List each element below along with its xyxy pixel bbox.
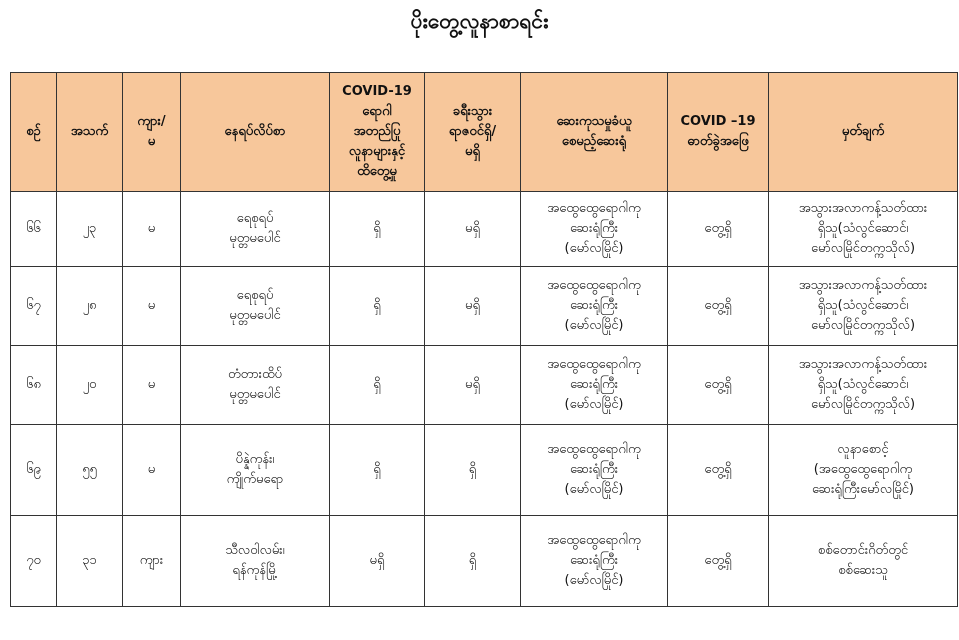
cell-result: တွေ့ရှိ (668, 425, 769, 516)
cell-remark: စစ်တောင်းဂိတ်တွင် စစ်ဆေးသူ (769, 516, 958, 607)
cell-serial: ၇၀ (11, 516, 57, 607)
cell-age: ၅၅ (57, 425, 123, 516)
cell-age: ၂၃ (57, 192, 123, 267)
cell-remark: အသွားအလာကန့်သတ်ထား ရှိသူ(သံလွင်ဆောင်၊ မော်လမြိုင်တက္ကသိုလ်) (769, 346, 958, 425)
cell-hospital: အထွေထွေရောဂါကု ဆေးရုံကြီး (မော်လမြိုင်) (521, 192, 668, 267)
cell-age: ၂၈ (57, 267, 123, 346)
table-row (11, 516, 958, 607)
cell-result: တွေ့ရှိ (668, 267, 769, 346)
cell-hospital: အထွေထွေရောဂါကု ဆေးရုံကြီး (မော်လမြိုင်) (521, 516, 668, 607)
cell-result: တွေ့ရှိ (668, 192, 769, 267)
patient-table (10, 72, 958, 607)
header-contact: COVID-19 ရောဂါ အတည်ပြု လူနာများနှင့် ထိတွေ့မှု (330, 73, 425, 192)
cell-travel: မရှိ (425, 346, 521, 425)
cell-hospital: အထွေထွေရောဂါကု ဆေးရုံကြီး (မော်လမြိုင်) (521, 425, 668, 516)
cell-address: ပိန္နဲကုန်း၊ ကျိုက်မရော (181, 425, 330, 516)
cell-sex: မ (123, 192, 181, 267)
cell-serial: ၆၇ (11, 267, 57, 346)
page-title: ပိုးတွေ့လူနာစာရင်း (410, 9, 549, 33)
table-row (11, 346, 958, 425)
header-sex: ကျား/ မ (123, 73, 181, 192)
cell-serial: ၆၆ (11, 192, 57, 267)
cell-hospital: အထွေထွေရောဂါကု ဆေးရုံကြီး (မော်လမြိုင်) (521, 267, 668, 346)
cell-remark: အသွားအလာကန့်သတ်ထား ရှိသူ(သံလွင်ဆောင်၊ မော်လမြိုင်တက္ကသိုလ်) (769, 267, 958, 346)
header-serial: စဉ် (11, 73, 57, 192)
cell-sex: မ (123, 346, 181, 425)
cell-contact: ရှိ (330, 192, 425, 267)
cell-sex: ကျား (123, 516, 181, 607)
cell-contact: ရှိ (330, 425, 425, 516)
cell-travel: ရှိ (425, 425, 521, 516)
cell-contact: မရှိ (330, 516, 425, 607)
cell-address: သီလဝါလမ်း၊ ရန်ကုန်မြို့ (181, 516, 330, 607)
header-travel: ခရီးသွား ရာဇဝင်ရှိ/ မရှိ (425, 73, 521, 192)
cell-sex: မ (123, 267, 181, 346)
cell-age: ၃၁ (57, 516, 123, 607)
header-address: နေရပ်လိပ်စာ (181, 73, 330, 192)
cell-travel: မရှိ (425, 192, 521, 267)
cell-result: တွေ့ရှိ (668, 346, 769, 425)
cell-address: ရေစုရပ် မုတ္တမပေါင် (181, 192, 330, 267)
header-result: COVID –19 ဓာတ်ခွဲအဖြေ (668, 73, 769, 192)
table-row (11, 267, 958, 346)
cell-serial: ၆၈ (11, 346, 57, 425)
cell-result: တွေ့ရှိ (668, 516, 769, 607)
cell-contact: ရှိ (330, 346, 425, 425)
cell-travel: ရှိ (425, 516, 521, 607)
cell-serial: ၆၉ (11, 425, 57, 516)
cell-hospital: အထွေထွေရောဂါကု ဆေးရုံကြီး (မော်လမြိုင်) (521, 346, 668, 425)
table-row (11, 192, 958, 267)
cell-age: ၂၀ (57, 346, 123, 425)
cell-remark: အသွားအလာကန့်သတ်ထား ရှိသူ(သံလွင်ဆောင်၊ မော်လမြိုင်တက္ကသိုလ်) (769, 192, 958, 267)
cell-contact: ရှိ (330, 267, 425, 346)
cell-travel: မရှိ (425, 267, 521, 346)
header-remark: မှတ်ချက် (769, 73, 958, 192)
cell-remark: လူနာစောင့် (အထွေထွေရောဂါကု ဆေးရုံကြီးမော်လမြိုင်) (769, 425, 958, 516)
cell-sex: မ (123, 425, 181, 516)
header-age: အသက် (57, 73, 123, 192)
table-row (11, 425, 958, 516)
header-hospital: ဆေးကုသမှုခံယူ စေမည့်ဆေးရုံ (521, 73, 668, 192)
cell-address: ရေစုရပ် မုတ္တမပေါင် (181, 267, 330, 346)
table-header-row (11, 73, 958, 192)
cell-address: တံတားထိပ် မုတ္တမပေါင် (181, 346, 330, 425)
